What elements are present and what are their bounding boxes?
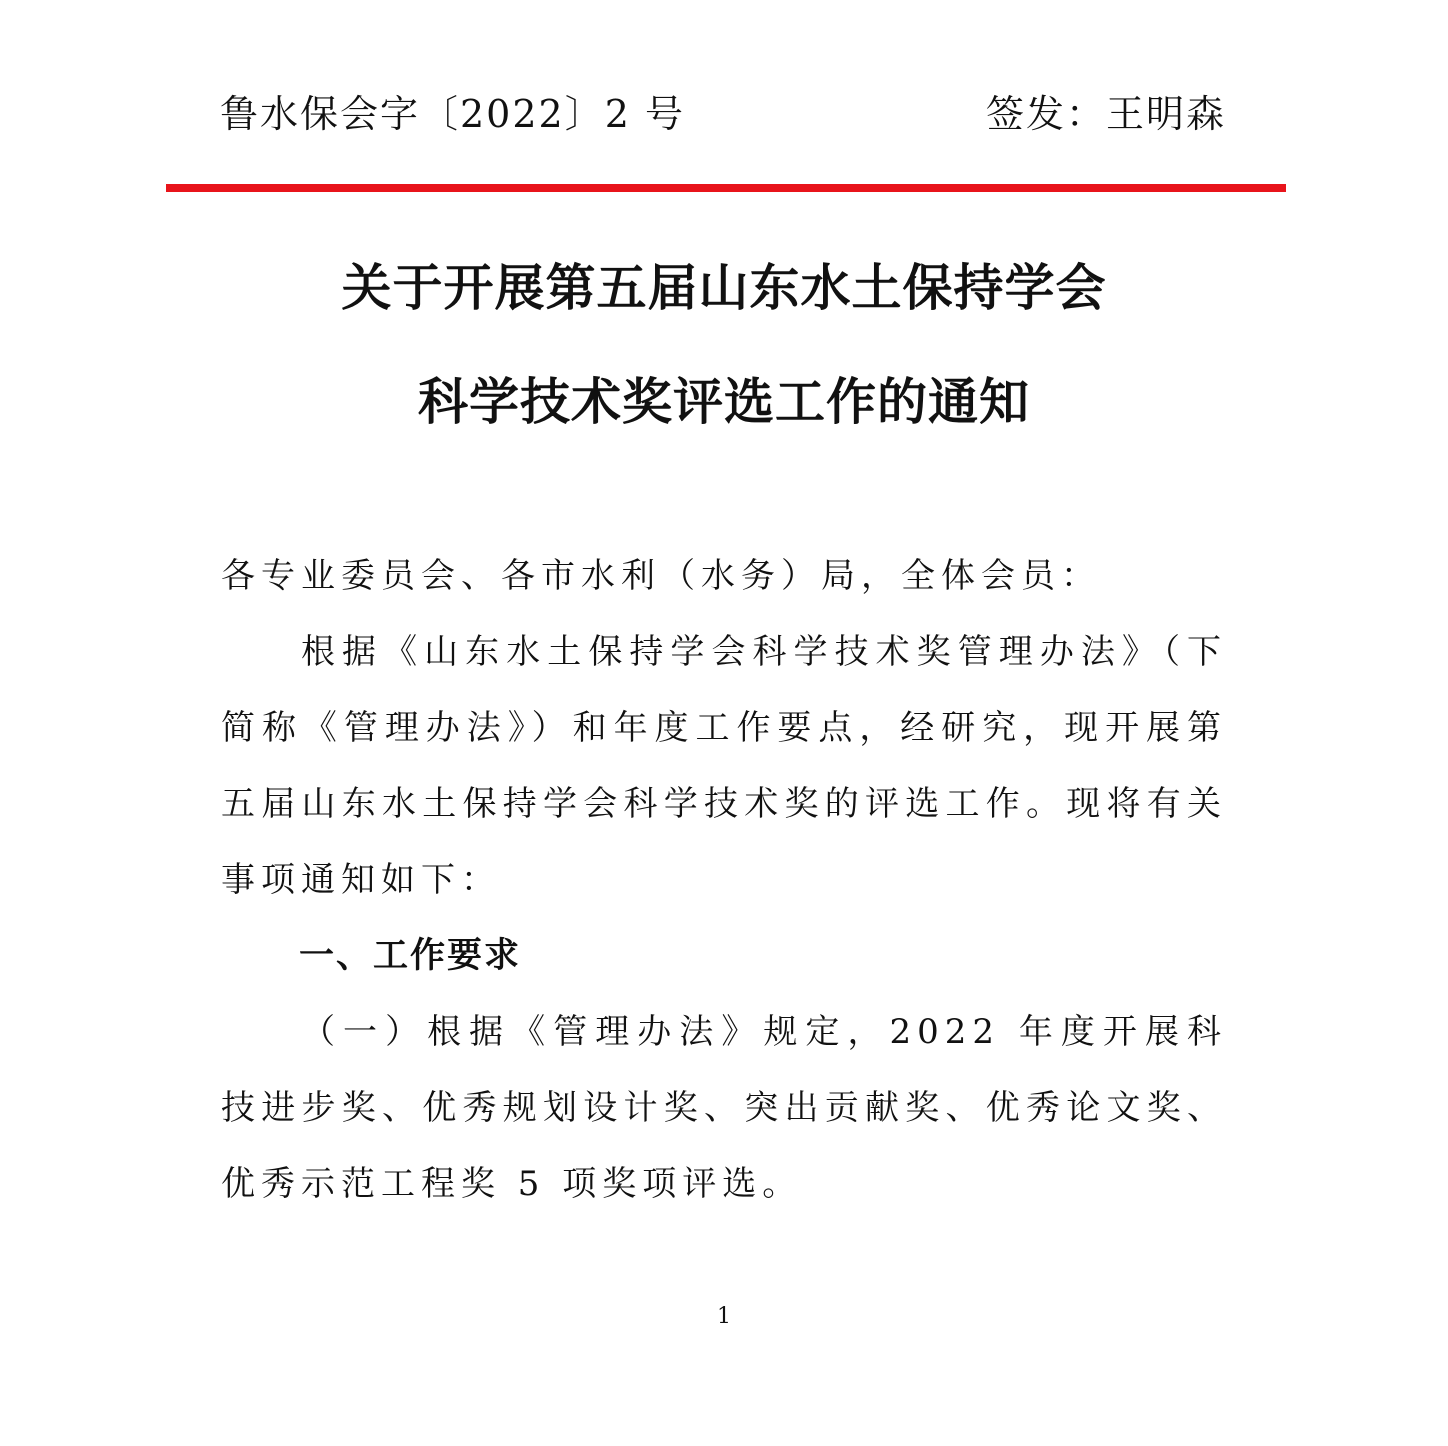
page-number: 1 — [717, 1304, 731, 1329]
paragraph-2: （一）根据《管理办法》规定，2022 年度开展科技进步奖、优秀规划设计奖、突出贡献奖、优秀论文奖、优秀示范工程奖 5 项奖项评选。 — [221, 1012, 1227, 1204]
title-line-1: 关于开展第五届山东水土保持学会 — [341, 259, 1107, 317]
section-heading-1: 一、工作要求 — [299, 936, 522, 976]
title-line-2: 科学技术奖评选工作的通知 — [418, 373, 1030, 431]
red-header-rule — [166, 184, 1286, 192]
document-number: 鲁水保会字〔2022〕2 号 — [220, 92, 685, 136]
signer: 签发：王明森 — [985, 92, 1226, 136]
paragraph-1: 根据《山东水土保持学会科学技术奖管理办法》（下简称《管理办法》）和年度工作要点，经研究，现开展第五届山东水土保持学会科学技术奖的评选工作。现将有关事项通知如下： — [221, 632, 1227, 900]
document-body — [221, 538, 1227, 1222]
salutation: 各专业委员会、各市水利（水务）局，全体会员： — [221, 556, 1101, 596]
